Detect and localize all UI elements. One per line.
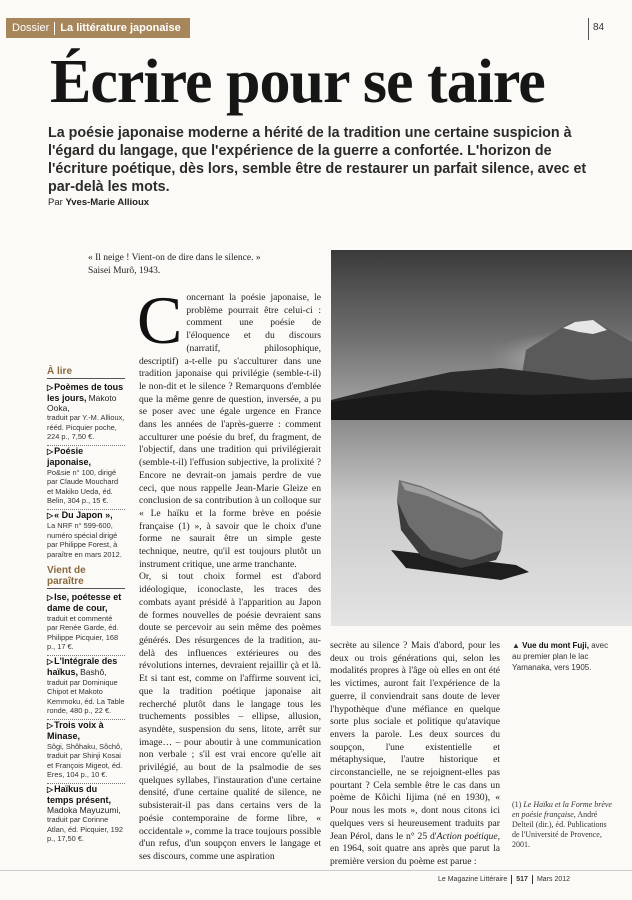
book-title: Haïkus du temps présent, — [47, 783, 112, 805]
body-paragraph-end: en 1964, soit quatre ans après que parut la première version du poème est parue : — [330, 843, 500, 867]
sidebar-reading — [47, 366, 125, 559]
footnote — [512, 800, 616, 850]
sidebar-new-releases — [47, 565, 125, 844]
book-details: traduit par Corinne Atlan, éd. Picquier, 192 p., 17,50 €. — [47, 815, 124, 844]
list-item — [47, 783, 125, 844]
footnote-text: André Delteil (dir.), éd. Publications de l'Université de Provence, 2001. — [512, 810, 607, 849]
book-details: Po&sie n° 100, dirigé par Claude Mouchard et Makiko Ueda, éd. Belin, 304 p., 15 €. — [47, 467, 119, 506]
footer-separator — [511, 875, 512, 884]
epigraph-source: Saisei Murô, 1943. — [88, 266, 161, 276]
section-rubric — [6, 18, 190, 38]
triangle-icon: ▷ — [47, 383, 54, 392]
caption-icon: ▲ — [512, 641, 520, 650]
triangle-icon: ▷ — [47, 784, 54, 794]
page-number: 84 — [593, 22, 605, 33]
new-releases-list — [47, 592, 125, 844]
book-details: traduit et commenté par Renée Garde, éd. Philippe Picquier, 168 p., 17 €. — [47, 613, 119, 652]
rubric-divider — [54, 22, 55, 35]
drop-cap: C — [137, 282, 183, 358]
footer-divider — [0, 870, 632, 871]
book-title: L'Intégrale des haïkus, — [47, 655, 118, 677]
triangle-icon: ▷ — [47, 510, 54, 520]
footnote-marker: (1) — [512, 800, 522, 809]
article-headline: Écrire pour se taire — [50, 48, 545, 116]
issue-date: Mars 2012 — [536, 876, 571, 883]
body-column-2 — [330, 640, 500, 869]
book-title: Poésie japonaise, — [47, 445, 92, 467]
book-title: Poèmes de tous les jours, — [47, 382, 124, 403]
triangle-icon: ▷ — [47, 593, 54, 602]
book-details: traduit par Y.-M. Allioux, rééd. Picquier poche, 224 p., 7,50 €. — [47, 413, 125, 442]
folio-divider — [588, 18, 589, 40]
page-footer — [438, 875, 570, 884]
byline — [48, 197, 149, 208]
list-item — [47, 509, 125, 559]
byline-prefix: Par — [48, 197, 63, 208]
book-title: Ise, poétesse et dame de cour, — [47, 592, 122, 613]
lake-boat-illustration — [331, 250, 632, 626]
list-item — [47, 382, 125, 442]
book-details: La NRF n° 599-600, numéro spécial dirigé par Philippe Forest, à paraître en mars 2012. — [47, 520, 122, 559]
byline-author: Yves-Marie Allioux — [65, 197, 150, 208]
triangle-icon: ▷ — [47, 446, 54, 456]
footer-separator — [532, 875, 533, 884]
triangle-icon: ▷ — [47, 720, 54, 730]
list-item — [47, 445, 125, 506]
list-item — [47, 719, 125, 780]
journal-title: Action poétique, — [436, 830, 500, 842]
book-author: Madoka Mayuzumi, — [47, 804, 121, 815]
photo-caption — [512, 640, 616, 673]
section-label: La littérature japonaise — [60, 22, 181, 34]
caption-title: Vue du mont Fuji, — [522, 641, 589, 650]
issue-number: 517 — [516, 876, 528, 883]
article-standfirst: La poésie japonaise moderne a hérité de la tradition une certaine suspicion à l'égard du langage, que l'expérience de la guerre a confortée. L'horizon de l'écriture poétique, dès lors, semble être de restaurer un parfait silence, avec et par-delà les mots. — [48, 125, 587, 195]
book-author: Bashô, — [80, 666, 107, 677]
epigraph-quote: « Il neige ! Vient-on de dire dans le silence. » — [88, 253, 261, 263]
body-paragraph: secrète au silence ? Mais d'abord, pour les deux ou trois générations qui, selon les modalités propres à l'âge où elles en ont été les victimes, auront fait l'expérience de la guerre, il conviendrait sans doute de lever l'hypothèque d'une méfiance en quelque sorte plus sociale et politique qu'atavique envers la parole. Les deux sources du soupçon, l'une existentielle et métaphysique, l'autre historique et circonstancielle, ne se rejoignent-elles pas pourtant ? Cela semble être le cas dans un poème de Kôichi Iijima (né en 1930), « Pour nous les mots », dont nous citons ici quelques vers si heureusement traduits par Jean Pérol, dans le n° 25 d' — [330, 640, 500, 842]
book-details: Sôgi, Shôhaku, Sôchô, traduit par Shinji Kosai et François Migeot, éd. Eres, 104 p., 10 €. — [47, 741, 123, 780]
book-title: Trois voix à Minase, — [47, 719, 104, 741]
body-paragraph: Or, si tout choix formel est d'abord idéologique, iconoclaste, les traces des combats ayant présidé à l'apparition au Japon de formes nouvelles de poésie devraient sans doute se percevoir au sein même des poèmes générés. Des résurgences de la tradition, au-delà des influences extérieures ou des révolutions internes, devraient rejaillir çà et là. Et si tant est, comme on l'affirme souvent ici, que la tradition poétique japonaise ait recherché plutôt dans le langage tous les truchements possibles – ellipse, allusion, asyndète, suspension du sens, litote, arrêt sur image… – pour aboutir à une communication non verbale ; s'il est vrai encore qu'elle ait privilégié, au bout de la psalmodie de ses quelques syllabes, l'instauration d'une certaine densité, d'une certaine qualité de silence, ne subsisterait-il pas dans certains vers de la poésie contemporaine de forme libre, « occidentale », comme la trace toujours possible d'un refus, d'un soupçon envers le langage et ses discours, comme une aspiration — [139, 571, 321, 862]
sidebar-new-title: Vient de paraître — [47, 565, 125, 589]
footnote-title: Le Haïku et la Forme brève en poésie française, — [512, 800, 612, 819]
body-column-1 — [137, 282, 321, 864]
book-title: « Du Japon », — [54, 509, 113, 520]
caption-text: avec au premier plan le lac Yamanaka, vers 1905. — [512, 641, 609, 672]
epigraph — [88, 252, 328, 278]
triangle-icon: ▷ — [47, 656, 54, 666]
reading-list — [47, 382, 125, 559]
mount-fuji-photo — [331, 250, 632, 626]
sidebar-reading-title: À lire — [47, 366, 125, 379]
book-author: Makoto Ooka, — [47, 393, 117, 413]
list-item — [47, 655, 125, 716]
list-item — [47, 592, 125, 652]
book-details: traduit par Dominique Chipot et Makoto Kemmoku, éd. La Table ronde, 480 p., 22 €. — [47, 677, 125, 716]
body-paragraph: oncernant la poésie japonaise, le problème pourrait être celui-ci : comment une poésie de l'éloquence et du discours (narratif, philosophique, descriptif) a-t-elle pu s'acculturer dans une tradition japonaise qui privilégie (semble-t-il) le non-dit et le silence ? Remarquons d'emblée que la même genre de question, inversée, a pu se poser avec une égale urgence en France dans les années de l'après-guerre : comment acculturer une poésie du bref, du fragment, de l'objectif, dans une tradition qui privilégierait (semble-t-il) l'effusion subjective, la prolixité ? Encore ne devrait-on jamais perdre de vue ceci, que nous rappelle Jean-Marie Gleize en conclusion de sa contribution à un colloque sur « Le haïku et la forme brève en poésie française (1) », à savoir que le choix d'une forme ne saurait être un simple geste technique, neutre, qu'il est toujours plutôt un instrument critique, une arme tranchante. — [139, 292, 321, 570]
rubric-label: Dossier — [12, 22, 50, 34]
magazine-name: Le Magazine Littéraire — [438, 876, 508, 883]
